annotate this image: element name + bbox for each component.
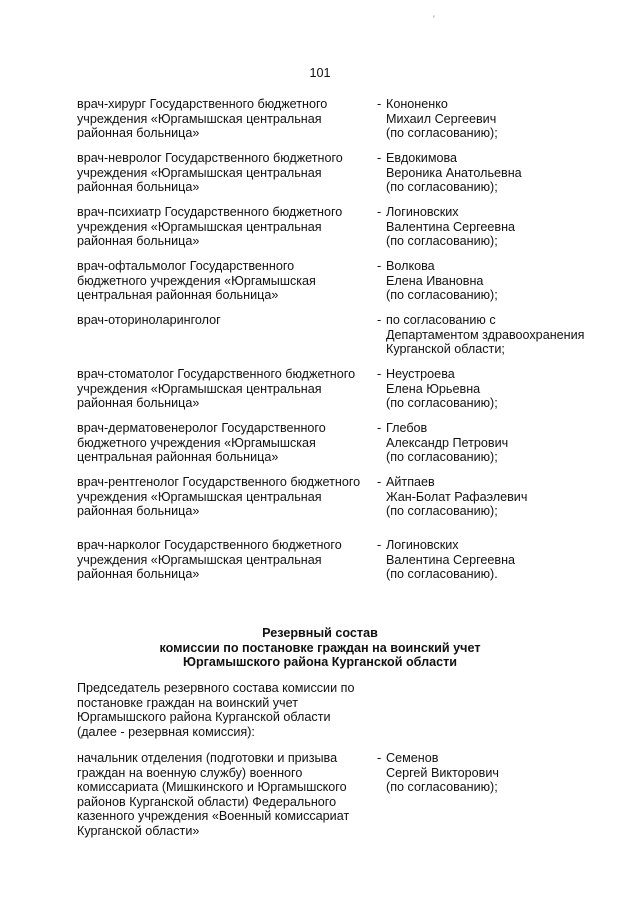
member-person: Евдокимова Вероника Анатольевна (по согласованию); [386,151,522,195]
member-role: врач-хирург Государственного бюджетного учреждения «Юргамышская центральная районная больница» [77,97,328,141]
dash: - [377,421,382,435]
dash: - [377,97,382,111]
member-role: начальник отделения (подготовки и призыва граждан на военную службу) военного комиссариата (Мишкинского и Юргамышского районов Курганской области) Федерального казенного учреждения «Военный комиссариат Курганской области» [77,751,350,838]
member-person: Логиновских Валентина Сергеевна (по согласованию). [386,538,516,582]
reserve-composition-heading: Резервный состав комиссии по постановке граждан на воинский учет Юргамышского района Курганской области [159,626,481,670]
member-role: врач-оториноларинголог [77,313,221,327]
member-entry-neurologist [77,151,522,195]
dash: - [377,151,382,165]
member-person: Глебов Александр Петрович (по согласованию); [386,421,509,465]
member-role: врач-рентгенолог Государственного бюджетного учреждения «Юргамышская центральная районная больница» [77,475,361,519]
dash: - [377,475,382,489]
member-person: Кононенко Михаил Сергеевич (по согласованию); [386,97,498,141]
dash: - [377,313,382,327]
member-entry-otolaryngologist [77,313,584,357]
member-role: врач-нарколог Государственного бюджетного учреждения «Юргамышская центральная районная больница» [77,538,342,582]
dash: - [377,751,382,765]
member-role: врач-офтальмолог Государственного бюджетного учреждения «Юргамышская центральная районная больница» [77,259,316,303]
dash: - [377,538,382,552]
member-role: врач-психиатр Государственного бюджетного учреждения «Юргамышская центральная районная больница» [77,205,343,249]
dash: - [377,205,382,219]
member-entry-dentist [77,367,498,411]
member-entry-surgeon [77,97,498,141]
member-person: по согласованию с Департаментом здравоохранения Курганской области; [386,313,585,357]
member-person: Айтпаев Жан-Болат Рафаэлевич (по согласованию); [386,475,528,519]
reserve-member-entry [77,751,617,839]
member-entry-radiologist [77,475,527,519]
member-person: Семенов Сергей Викторович (по согласованию); [386,751,499,795]
member-entry-ophthalmologist [77,259,498,303]
member-entry-narcologist [77,538,515,582]
member-person: Неустроева Елена Юрьевна (по согласованию); [386,367,498,411]
dash: - [377,367,382,381]
member-role: врач-невролог Государственного бюджетного учреждения «Юргамышская центральная районная больница» [77,151,343,195]
member-person: Логиновских Валентина Сергеевна (по согласованию); [386,205,516,249]
page-number: 101 [309,66,331,80]
reserve-chairman-label: Председатель резервного состава комиссии по постановке граждан на воинский учет Юргамышского района Курганской области (далее - резервная комиссия): [77,681,355,739]
member-role: врач-стоматолог Государственного бюджетного учреждения «Юргамышская центральная районная больница» [77,367,356,411]
member-role: врач-дерматовенеролог Государственного бюджетного учреждения «Юргамышская центральная районная больница» [77,421,326,465]
member-entry-psychiatrist [77,205,515,249]
dash: - [377,259,382,273]
member-person: Волкова Елена Ивановна (по согласованию); [386,259,498,303]
member-entry-dermatovenereologist [77,421,508,465]
stray-mark: ' [433,14,435,24]
